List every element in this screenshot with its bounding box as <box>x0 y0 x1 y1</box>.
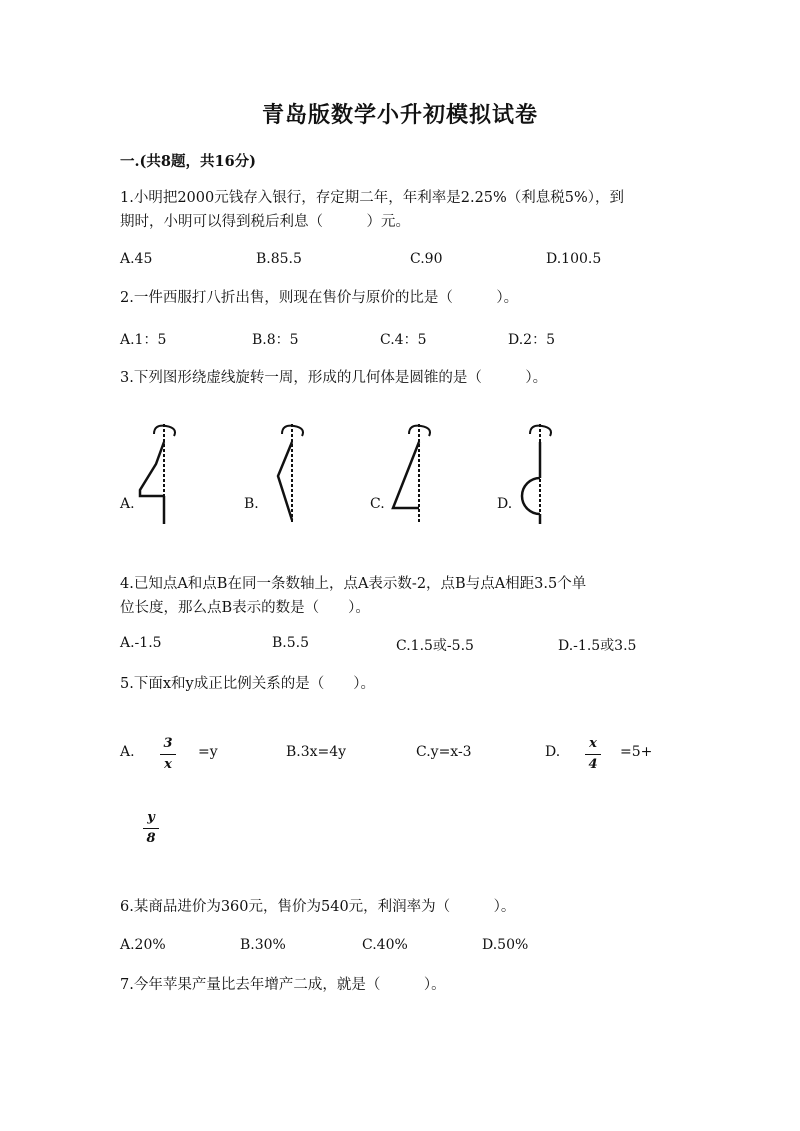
rotation-figure-c <box>385 420 435 530</box>
q4-option-d: D.-1.5或3.5 <box>558 638 637 654</box>
fraction-numerator: y <box>147 810 155 825</box>
fraction-bar <box>143 828 159 829</box>
rotation-figure-a <box>130 420 180 530</box>
page-title: 青岛版数学小升初模拟试卷 <box>261 102 538 128</box>
rotation-figure-d <box>510 420 565 530</box>
q5-option-d-rest: =5+ <box>620 744 653 760</box>
q2-option-a: A.1：5 <box>120 332 167 348</box>
q4-option-c: C.1.5或-5.5 <box>396 638 474 654</box>
q5-option-d-label: D. <box>545 744 561 760</box>
q5-option-a-rest: =y <box>198 744 218 760</box>
question-1-line-2: 期时，小明可以得到税后利息（ ）元。 <box>120 214 410 230</box>
q3-option-b: B. <box>244 496 259 512</box>
fraction-denominator: 8 <box>146 831 156 846</box>
q3-option-d: D. <box>497 496 513 512</box>
fraction-bar <box>585 754 601 755</box>
q2-option-b: B.8：5 <box>252 332 299 348</box>
question-2: 2.一件西服打八折出售，则现在售价与原价的比是（ ）。 <box>120 290 519 306</box>
q6-option-a: A.20% <box>120 937 166 953</box>
q1-option-d: D.100.5 <box>546 251 602 267</box>
question-4-line-1: 4.已知点A和点B在同一条数轴上，点A表示数-2，点B与点A相距3.5个单 <box>120 576 587 592</box>
q4-option-b: B.5.5 <box>272 635 310 651</box>
question-1-line-1: 1.小明把2000元钱存入银行，存定期二年，年利率是2.25%（利息税5%），到 <box>120 190 625 206</box>
q1-option-c: C.90 <box>410 251 443 267</box>
q4-option-a: A.-1.5 <box>120 635 162 651</box>
q5-option-b: B.3x=4y <box>286 744 347 760</box>
q5-option-a-label: A. <box>120 744 135 760</box>
question-6: 6.某商品进价为360元，售价为540元，利润率为（ ）。 <box>120 899 516 915</box>
q2-option-d: D.2：5 <box>508 332 555 348</box>
fraction-denominator: x <box>164 757 172 772</box>
q6-option-b: B.30% <box>240 937 286 953</box>
q1-option-a: A.45 <box>120 251 153 267</box>
q6-option-c: C.40% <box>362 937 408 953</box>
question-3: 3.下列图形绕虚线旋转一周，形成的几何体是圆锥的是（ ）。 <box>120 370 548 386</box>
question-4-line-2: 位长度，那么点B表示的数是（ ）。 <box>120 600 370 616</box>
fraction-bar <box>160 754 176 755</box>
question-5: 5.下面x和y成正比例关系的是（ ）。 <box>120 676 375 692</box>
q3-option-a: A. <box>120 496 135 512</box>
q1-option-b: B.85.5 <box>256 251 302 267</box>
q6-option-d: D.50% <box>482 937 529 953</box>
q5-option-d-fraction <box>585 736 601 773</box>
q3-option-c: C. <box>370 496 385 512</box>
q5-option-c: C.y=x-3 <box>416 744 472 760</box>
q2-option-c: C.4：5 <box>380 332 427 348</box>
question-7: 7.今年苹果产量比去年增产二成，就是（ ）。 <box>120 977 446 993</box>
q5-option-d-fraction-2 <box>143 810 159 847</box>
section-heading: 一.(共8题，共16分) <box>120 153 257 170</box>
fraction-numerator: x <box>589 736 597 751</box>
fraction-numerator: 3 <box>163 736 173 751</box>
fraction-denominator: 4 <box>588 757 598 772</box>
q5-option-a-fraction <box>160 736 176 773</box>
rotation-figure-b <box>260 420 315 530</box>
